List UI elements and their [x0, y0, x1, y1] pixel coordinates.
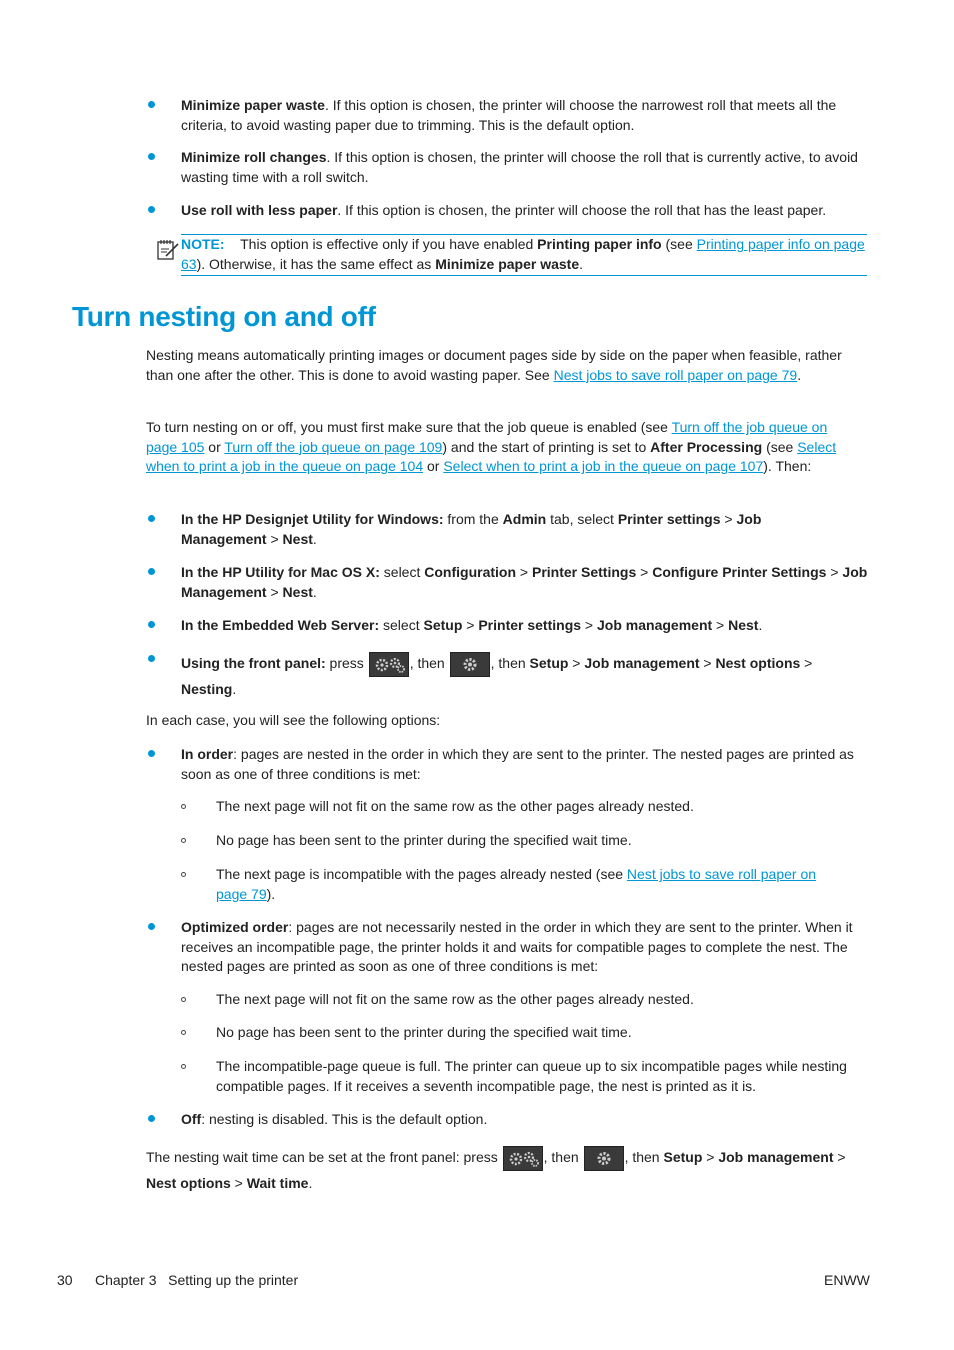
- link-turn-off-queue-109[interactable]: Turn off the job queue on page 109: [224, 438, 443, 455]
- bullet-icon: [148, 750, 155, 757]
- link-printing-paper-info[interactable]: Printing paper info on page 63: [181, 236, 865, 272]
- page-number: 30: [57, 1272, 73, 1288]
- list-item: Optimized order: pages are not necessarily nested in the order in which they are sent to the printer. When it receives an incompatible page, the printer holds it and waits for compatible pages to complete the nest. The nested pages are printed as soon as one of three conditions is met:: [181, 919, 853, 974]
- list-item: The incompatible-page queue is full. The printer can queue up to six incompatible pages while nesting compatible pages. If it receives a seventh incompatible page, the nest is printed as it is.: [216, 1058, 847, 1094]
- link-turn-off-queue-105[interactable]: Turn off the job queue on page 105: [146, 419, 828, 455]
- gear-icon: [584, 1146, 624, 1171]
- list-item: The next page is incompatible with the pages already nested (see Nest jobs to save roll paper on page 79).: [216, 866, 817, 902]
- bullet-icon: [148, 923, 155, 930]
- sub-bullet-icon: [181, 838, 186, 843]
- list-item: No page has been sent to the printer during the specified wait time.: [216, 832, 632, 848]
- bullet-icon: [148, 568, 155, 575]
- bullet-icon: [148, 101, 155, 108]
- sub-bullet-icon: [181, 872, 186, 877]
- options-intro: In each case, you will see the following options:: [146, 712, 441, 728]
- bullet-icon: [148, 206, 155, 213]
- list-item: Minimize roll changes. If this option is chosen, the printer will choose the roll that is currently active, to avoid wasting time with a roll switch.: [181, 149, 858, 185]
- link-select-when-107[interactable]: Select when to print a job in the queue on page 107: [443, 458, 764, 474]
- gear-icon: [450, 652, 490, 677]
- list-item: The next page will not fit on the same row as the other pages already nested.: [216, 798, 694, 814]
- link-select-when-104[interactable]: Select when to print a job in the queue on page 104: [146, 438, 837, 474]
- list-item: Use roll with less paper. If this option is chosen, the printer will choose the roll that has the least paper.: [181, 202, 827, 218]
- link-nest-jobs[interactable]: Nest jobs to save roll paper on page 79: [553, 366, 798, 383]
- bullet-icon: [148, 1115, 155, 1122]
- note-label: NOTE:: [181, 236, 225, 252]
- footer-chapter: Chapter 3 Setting up the printer: [95, 1272, 299, 1288]
- bullet-icon: [148, 621, 155, 628]
- bullet-icon: [148, 655, 155, 662]
- footer-locale: ENWW: [824, 1272, 870, 1288]
- link-nest-jobs-2[interactable]: Nest jobs to save roll paper on page 79: [216, 866, 817, 902]
- section-heading: Turn nesting on and off: [72, 301, 376, 332]
- list-item: Off: nesting is disabled. This is the default option.: [181, 1111, 488, 1127]
- gears-icon: [369, 652, 409, 677]
- sub-bullet-icon: [181, 1030, 186, 1035]
- bullet-icon: [148, 515, 155, 522]
- list-item: In the HP Utility for Mac OS X: select Configuration > Printer Settings > Configure Printer Settings > Job Management > Nest.: [181, 564, 868, 600]
- list-item: In the Embedded Web Server: select Setup > Printer settings > Job management > Nest.: [181, 617, 763, 633]
- list-item: In order: pages are nested in the order in which they are sent to the printer. The nested pages are printed as soon as one of three conditions is met:: [181, 746, 854, 782]
- paragraph-wait-time: The nesting wait time can be set at the front panel: press , then , then Setup > Job management > Nest options > Wait time.: [146, 1145, 866, 1195]
- list-item: Minimize paper waste. If this option is chosen, the printer will choose the narrowest roll that meets all the criteria, to avoid wasting paper due to trimming. This is the default option.: [181, 97, 837, 133]
- note-box: NOTE: This option is effective only if you have enabled Printing paper info (see Printing paper info on page 63). Otherwise, it has the same effect as Minimize paper waste.: [181, 236, 865, 272]
- sub-bullet-icon: [181, 997, 186, 1002]
- sub-bullet-icon: [181, 804, 186, 809]
- note-icon: [156, 237, 180, 261]
- paragraph-intro: Nesting means automatically printing images or document pages side by side on the paper when feasible, rather than one after the other. This is done to avoid wasting paper. See Nest jobs to save roll paper on page 79.: [146, 347, 842, 383]
- gears-icon: [503, 1146, 543, 1171]
- sub-bullet-icon: [181, 1064, 186, 1069]
- list-item: No page has been sent to the printer during the specified wait time.: [216, 1024, 632, 1040]
- paragraph-prereq: To turn nesting on or off, you must first make sure that the job queue is enabled (see Turn off the job queue on page 105 or Turn off the job queue on page 109) and the start of printing is set to After Processing (see Select when to print a job in the queue on page 104 or Select when to print a job in the queue on page 107). Then:: [146, 419, 837, 474]
- bullet-icon: [148, 153, 155, 160]
- list-item: Using the front panel: press , then , then Setup > Job management > Nest options > Nesting.: [181, 651, 871, 701]
- note-rule-bottom: [181, 275, 867, 276]
- list-item: The next page will not fit on the same row as the other pages already nested.: [216, 991, 694, 1007]
- list-item: In the HP Designjet Utility for Windows: from the Admin tab, select Printer settings > Job Management > Nest.: [181, 511, 762, 547]
